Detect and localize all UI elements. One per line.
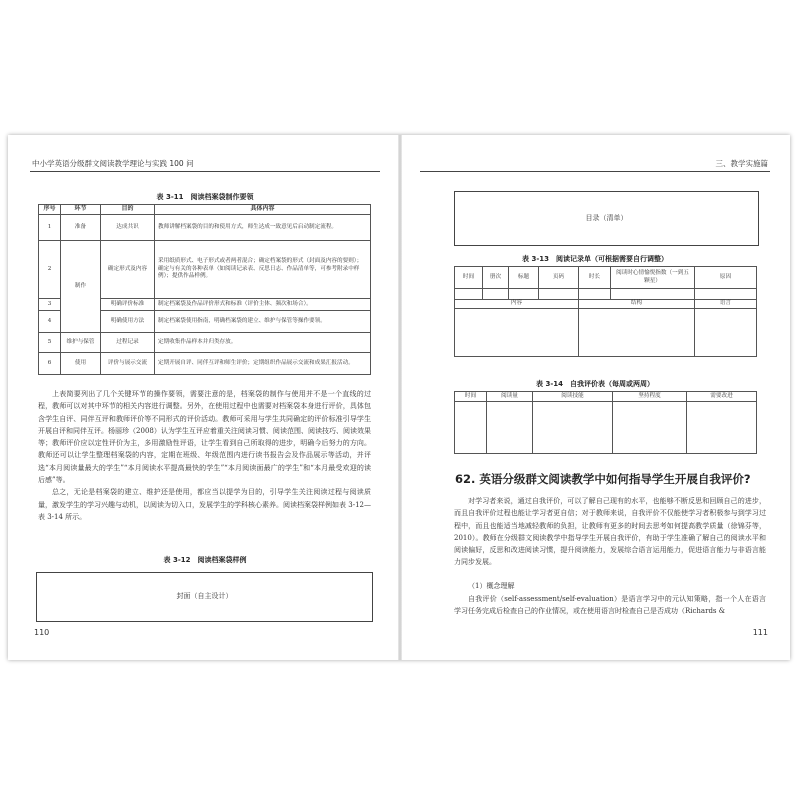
col-header-persistence: 坚持程度	[613, 392, 687, 402]
table-3-11-caption: 表 3-11 阅读档案袋制作要领	[156, 193, 254, 201]
cell-purpose: 达成共识	[101, 215, 155, 241]
cell-purpose: 明确评价标准	[101, 299, 155, 311]
cell-content: 制定档案袋使用指南，明确档案袋的建立、维护与保管等操作要领。	[155, 311, 371, 333]
col-header-duration: 时长	[579, 267, 611, 289]
page-number-right: 111	[752, 628, 768, 637]
table-row	[39, 353, 371, 375]
col-header-reason: 原因	[695, 267, 757, 289]
book-spine	[398, 135, 402, 660]
col-header-language: 语言	[695, 300, 757, 309]
cell-purpose: 过程记录	[101, 333, 155, 353]
col-header-content: 具体内容	[155, 205, 371, 215]
table-3-13	[454, 266, 757, 357]
cell-stage: 使用	[61, 353, 101, 375]
page-number-left: 110	[34, 628, 50, 637]
cell-stage: 准备	[61, 215, 101, 241]
table-3-13-caption: 表 3-13 阅读记录单（可根据需要自行调整）	[522, 255, 668, 263]
col-header-pages: 页码	[539, 267, 579, 289]
col-header-volume: 册次	[483, 267, 509, 289]
cell-no: 5	[39, 333, 61, 353]
col-header-no: 序号	[39, 205, 61, 215]
running-head-left: 中小学英语分级群文阅读教学理论与实践 100 问	[32, 159, 194, 168]
col-header-mood: 阅读时心情愉悦指数（一到五颗星）	[611, 267, 695, 289]
cell-no: 3	[39, 299, 61, 311]
table-3-14	[454, 391, 757, 454]
cell-no: 1	[39, 215, 61, 241]
table-row	[39, 215, 371, 241]
table-row	[39, 241, 371, 299]
right-page	[402, 135, 790, 660]
cell-content: 定期开展自评、同伴互评和师生评价；定期组织作品展示交流和成果汇报活动。	[155, 353, 371, 375]
table-row	[39, 333, 371, 353]
paragraph: 对学习者来说，通过自我评价，可以了解自己现有的水平，也能够不断反思和回顾自己的进步，而且自我评价过程也能让学习者更自信；对于教师来说，自我评价不仅能使学习者积极参与到学习过程中，而且也能适当地减轻教师的负担，让教师有更多的时间去思考如何提高教学质量（徐锦芬等，2010）。教师在分级群文阅读教学中指导学生开展自我评价，有助于学生准确了解自己的阅读水平和阅读偏好，反思和改进阅读习惯，提升阅读能力，发展综合语言运用能力，促进语言能力与非语言能力同步发展。	[454, 497, 766, 567]
cell-no: 2	[39, 241, 61, 299]
col-header-reading-skills: 阅读技能	[533, 392, 613, 402]
paragraph: 自我评价（self-assessment/self-evaluation）是语言学习中的元认知策略，指一个人在语言学习任务完成后检查自己的作业情况，或在使用语言时检查自己是否成功（Richards &	[454, 595, 766, 616]
table-row	[455, 402, 757, 454]
col-header-improvement: 需要改进	[687, 392, 757, 402]
cell-purpose: 确定形式及内容	[101, 241, 155, 299]
col-header-reading-amount: 阅读量	[487, 392, 533, 402]
table-3-14-caption: 表 3-14 自我评价表（每周或两周）	[536, 380, 654, 388]
cell-no: 6	[39, 353, 61, 375]
cell-content: 采用纸质形式、电子形式或者两者混合；确定档案袋的形式（封面及内容的要则）；确定与有关的各种表单（如阅读记录表、反思日志、作品清单等，可参考附录中样例）；提供作品样例。	[155, 241, 371, 299]
cell-stage: 制作	[61, 241, 101, 333]
cell-stage: 维护与保管	[61, 333, 101, 353]
catalog-label: 目录（清单）	[585, 214, 628, 222]
header-rule-right	[420, 171, 770, 172]
cell-content: 教师讲解档案袋的目的和使用方式，师生达成一致意见后启动制定流程。	[155, 215, 371, 241]
col-header-time: 时间	[455, 267, 483, 289]
paragraph: 总之，无论是档案袋的建立、维护还是使用，都应当以提学为目的，引导学生关注阅读过程与阅读质量，激发学生的学习兴趣与动机，以阅读为切入口，发展学生的学科核心素养。阅读档案袋样例如表 3-12—表 3-14 所示。	[38, 488, 371, 521]
cell-content: 制定档案袋及作品评价形式和标准（评价主体、频次和场合）。	[155, 299, 371, 311]
col-header-purpose: 目的	[101, 205, 155, 215]
cell-no: 4	[39, 311, 61, 333]
cell-content: 定期收集作品样本并归类存放。	[155, 333, 371, 353]
catalog-box	[454, 191, 759, 246]
table-3-11	[38, 204, 371, 375]
cover-label: 封面（自主设计）	[176, 592, 233, 600]
col-header-time: 时间	[455, 392, 487, 402]
section-paragraph	[454, 495, 766, 569]
table-row	[455, 309, 757, 357]
cell-purpose: 明确使用方法	[101, 311, 155, 333]
cell-purpose: 评价与展示交流	[101, 353, 155, 375]
col-header-title: 标题	[509, 267, 539, 289]
section-title: 62. 英语分级群文阅读教学中如何指导学生开展自我评价?	[455, 472, 751, 486]
concept-paragraph	[454, 593, 766, 618]
subheading: （1）概念理解	[468, 582, 515, 590]
paragraph: 上表简要列出了几个关键环节的操作要领，需要注意的是，档案袋的制作与使用并不是一个直线的过程，教师可以对其中环节的相关内容进行调整。另外，在使用过程中也需要对档案袋本身进行评价，具体包含学生自评、同伴互评和教师评价等不同形式的评价活动。教师可采用与学生共同确定的评价标准引导学生开展自评和同伴互评。杨丽珍（2008）认为学生互评应着重关注阅读习惯、阅读范围、阅读技巧、阅读效果等；教师评价应以定性评价为主，多用激励性评语，让学生看到自己所取得的进步，明确今后努力的方向。教师还可以让学生整理档案袋的内容，定期在班级、年级范围内进行读书报告会及作品展示等活动，并评选“本月阅读量最大的学生”“本月阅读水平提高最快的学生”“本月阅读面最广的学生”和“本月最受欢迎的读后感”等。	[38, 390, 371, 485]
col-header-content: 内容	[455, 300, 579, 309]
body-text-left	[38, 388, 371, 523]
header-rule-left	[30, 171, 380, 172]
cover-box	[36, 572, 373, 622]
col-header-structure: 结构	[579, 300, 695, 309]
col-header-stage: 环节	[61, 205, 101, 215]
table-row	[455, 289, 757, 300]
running-head-right: 三、教学实施篇	[715, 159, 768, 168]
left-page	[8, 135, 400, 660]
table-3-12-caption: 表 3-12 阅读档案袋样例	[163, 556, 247, 564]
